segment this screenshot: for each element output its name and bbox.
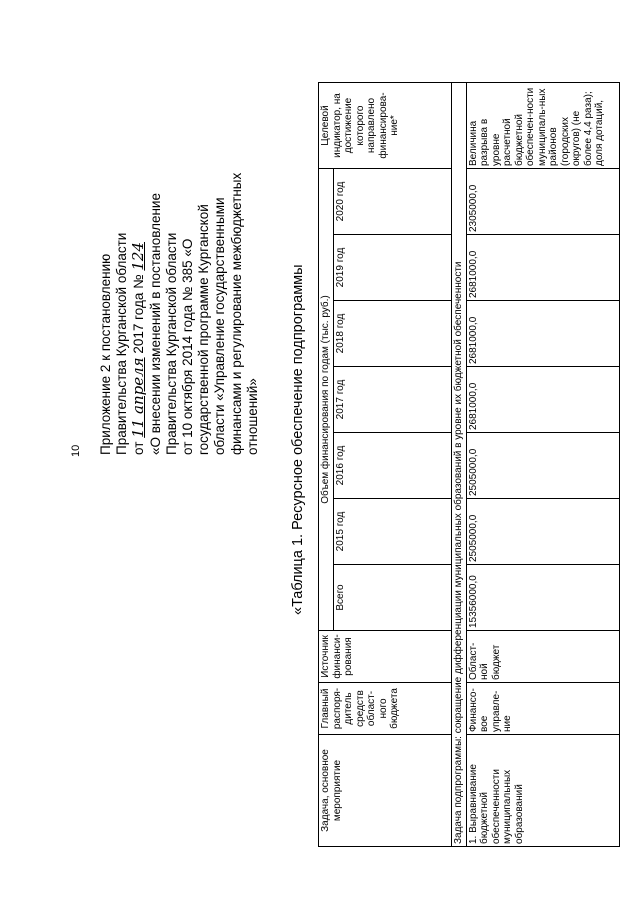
value-2018-cell: 2681000,0 (466, 301, 619, 367)
header-indicator: Целевой индикатор, на достижение которого направлено финансирова-ние* (319, 83, 452, 169)
appendix-header (98, 15, 261, 455)
task-row (452, 83, 467, 847)
header-manager: Главный распоря-дитель средств област-ного бюджета (319, 683, 452, 735)
header-source: Источник финанси-рования (319, 631, 452, 683)
task-cell: Задача подпрограммы: сокращение дифференциации муниципальных образований в уровне их бюджетной обеспеченности (452, 83, 467, 847)
appendix-line: финансами и регулирование межбюджетных (228, 172, 244, 455)
header-2015: 2015 год (334, 499, 452, 565)
table-row (466, 83, 619, 847)
appendix-line: Правительства Курганской области (163, 232, 179, 455)
resource-table (318, 82, 620, 847)
appendix-line: отношений» (244, 378, 260, 455)
row-number: 1. (467, 835, 479, 844)
header-task: Задача, основное мероприятие (319, 735, 452, 847)
indicator-cell: Величина разрыва в уровне расчетной бюджетной обеспечен-ности муниципаль-ных районов (городских округов) (не более 4,4 раза); доля дотаций, (466, 83, 619, 169)
header-total: Всего (334, 565, 452, 631)
handwritten-date: 11 апреля (129, 357, 148, 438)
handwritten-number: 124 (129, 241, 148, 271)
table-title: «Таблица 1. Ресурсное обеспечение подпрограммы (290, 264, 306, 615)
value-2019-cell: 2681000,0 (466, 235, 619, 301)
appendix-line: Приложение 2 к постановлению (98, 253, 113, 455)
date-middle: 2017 года № (131, 274, 147, 354)
page-number: 10 (70, 444, 82, 457)
header-2019: 2019 год (334, 235, 452, 301)
header-2017: 2017 год (334, 367, 452, 433)
appendix-line: Правительства Курганской области (114, 232, 130, 455)
value-2017-cell: 2681000,0 (466, 367, 619, 433)
appendix-line: государственной программе Курганской (196, 204, 212, 455)
appendix-date-line (130, 15, 147, 455)
header-row (319, 83, 334, 847)
event-cell (466, 735, 619, 847)
appendix-line: от 10 октября 2014 года № 385 «О (180, 238, 196, 455)
appendix-line: области «Управление государственными (212, 197, 228, 455)
header-funding-group: Объем финансирования по годам (тыс. руб.) (319, 169, 334, 631)
value-2020-cell: 2305000,0 (466, 169, 619, 235)
appendix-line: «О внесении изменений в постановление (147, 193, 163, 455)
value-2016-cell: 2505000,0 (466, 433, 619, 499)
header-2020: 2020 год (334, 169, 452, 235)
header-2018: 2018 год (334, 301, 452, 367)
total-cell: 15356000,0 (466, 565, 619, 631)
value-2015-cell: 2505000,0 (466, 499, 619, 565)
date-prefix: от (131, 441, 147, 455)
header-2016: 2016 год (334, 433, 452, 499)
source-cell: Област-ной бюджет (466, 631, 619, 683)
event-name: Выравнивание бюджетной обеспеченности муниципальных образований (467, 764, 525, 844)
manager-cell: Финансо-вое управле-ние (466, 683, 619, 735)
